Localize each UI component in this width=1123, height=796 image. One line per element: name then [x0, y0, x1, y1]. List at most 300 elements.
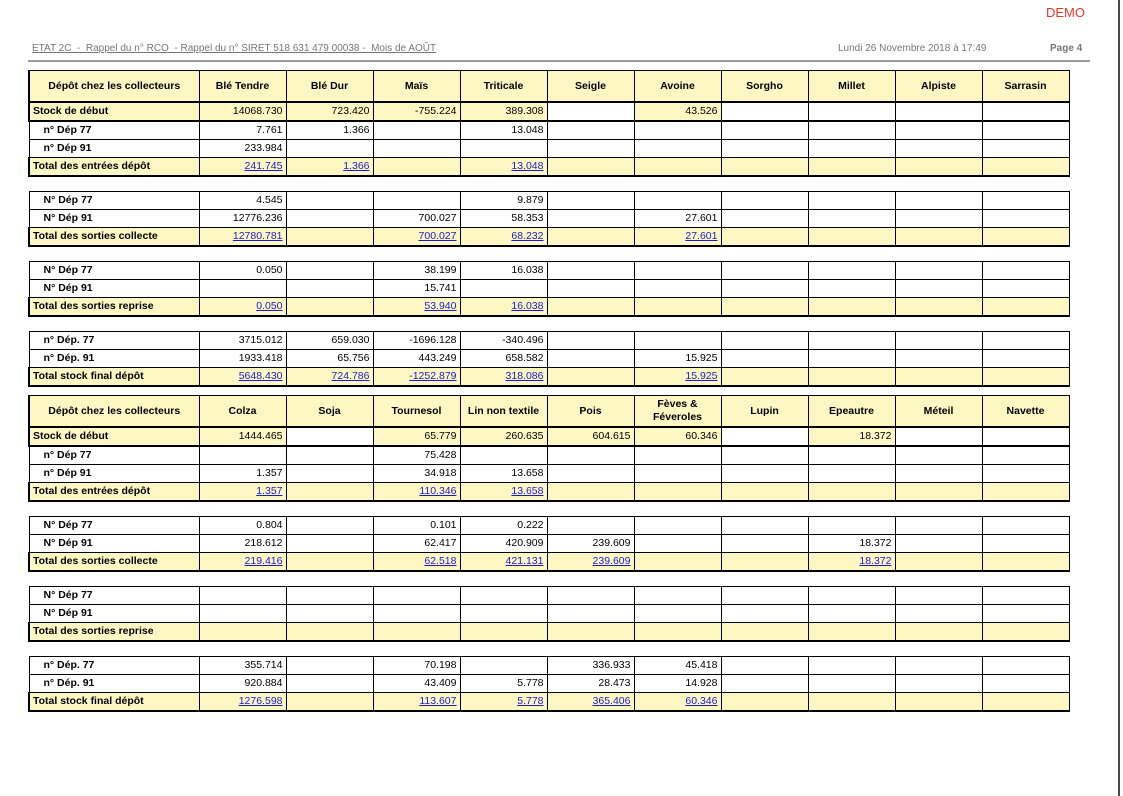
table-cell: 16.038	[460, 262, 547, 280]
table-cell	[808, 587, 895, 605]
total-row	[29, 368, 1069, 387]
table-cell	[808, 623, 895, 642]
table-cell	[286, 192, 373, 210]
column-header: Lin non textile	[460, 396, 547, 428]
table-cell: 355.714	[199, 657, 286, 675]
table-cell	[895, 605, 982, 623]
row-label: Total des sorties reprise	[29, 298, 199, 317]
table-cell	[982, 192, 1069, 210]
column-header: Tournesol	[373, 396, 460, 428]
table-cell: 18.372	[808, 535, 895, 553]
table-row	[29, 675, 1069, 693]
table-cell	[721, 192, 808, 210]
table-cell	[634, 280, 721, 298]
table-cell	[547, 192, 634, 210]
table-cell	[547, 332, 634, 350]
row-label: N° Dép 91	[29, 605, 199, 623]
table-cell: 1933.418	[199, 350, 286, 368]
total-link-cell[interactable]: 16.038	[460, 298, 547, 317]
oilseeds-table	[28, 395, 1070, 712]
table-cell: 15.741	[373, 280, 460, 298]
table-cell: 1.366	[286, 121, 373, 140]
total-link-cell[interactable]: 27.601	[634, 228, 721, 247]
table-cell: 65.779	[373, 427, 460, 446]
table-cell	[460, 605, 547, 623]
table-cell	[808, 517, 895, 535]
table-cell	[373, 605, 460, 623]
header-row	[29, 71, 1069, 103]
table-cell: 58.353	[460, 210, 547, 228]
table-cell: 65.756	[286, 350, 373, 368]
table-cell	[895, 332, 982, 350]
row-label: n° Dép. 91	[29, 675, 199, 693]
table-cell	[895, 158, 982, 177]
total-link-cell[interactable]: 0.050	[199, 298, 286, 317]
table-cell	[895, 121, 982, 140]
column-header: Soja	[286, 396, 373, 428]
column-header: Millet	[808, 71, 895, 103]
table-cell	[547, 140, 634, 158]
table-cell	[634, 517, 721, 535]
table-cell	[199, 280, 286, 298]
table-cell: 38.199	[373, 262, 460, 280]
table-cell	[286, 280, 373, 298]
table-cell	[982, 446, 1069, 465]
table-cell	[982, 280, 1069, 298]
total-link-cell[interactable]: 1.357	[199, 483, 286, 502]
table-cell	[808, 446, 895, 465]
table-cell	[721, 465, 808, 483]
table-cell: 0.101	[373, 517, 460, 535]
table-cell	[634, 535, 721, 553]
table-cell	[286, 623, 373, 642]
report-date: Lundi 26 Novembre 2018 à 17:49	[838, 43, 987, 54]
table-row	[29, 517, 1069, 535]
table-cell: 9.879	[460, 192, 547, 210]
table-cell: 34.918	[373, 465, 460, 483]
table-cell: 60.346	[634, 427, 721, 446]
table-cell: -755.224	[373, 102, 460, 121]
column-header: Epeautre	[808, 396, 895, 428]
table-cell	[721, 350, 808, 368]
table-row	[29, 210, 1069, 228]
total-link-cell[interactable]: 700.027	[373, 228, 460, 247]
total-link-cell[interactable]: 241.745	[199, 158, 286, 177]
table-cell	[895, 535, 982, 553]
total-link-cell[interactable]: 62.518	[373, 553, 460, 572]
table-cell	[721, 657, 808, 675]
table-row	[29, 140, 1069, 158]
table-cell: 233.984	[199, 140, 286, 158]
total-link-cell[interactable]: 53.940	[373, 298, 460, 317]
column-header: Lupin	[721, 396, 808, 428]
table-cell: 3715.012	[199, 332, 286, 350]
cereals-table	[28, 70, 1070, 387]
row-label: n° Dép. 77	[29, 332, 199, 350]
total-link-cell[interactable]: 365.406	[547, 693, 634, 712]
table-cell	[895, 102, 982, 121]
table-cell	[808, 210, 895, 228]
table-cell	[808, 140, 895, 158]
table-cell	[460, 280, 547, 298]
table-cell: 659.030	[286, 332, 373, 350]
table-cell	[460, 587, 547, 605]
table-cell	[547, 587, 634, 605]
column-header: Navette	[982, 396, 1069, 428]
table-row	[29, 446, 1069, 465]
table-cell	[895, 368, 982, 387]
total-link-cell[interactable]: 239.609	[547, 553, 634, 572]
window-right-edge	[1118, 0, 1120, 796]
table-cell	[982, 368, 1069, 387]
table-cell: -1696.128	[373, 332, 460, 350]
table-cell	[982, 623, 1069, 642]
table-cell	[286, 446, 373, 465]
table-cell	[634, 298, 721, 317]
table-row	[29, 262, 1069, 280]
column-header: Fèves & Féveroles	[634, 396, 721, 428]
table-cell	[373, 623, 460, 642]
table-cell	[982, 298, 1069, 317]
row-label: N° Dép 91	[29, 535, 199, 553]
table-cell	[895, 228, 982, 247]
table-cell: 62.417	[373, 535, 460, 553]
total-row	[29, 228, 1069, 247]
table-cell	[286, 262, 373, 280]
table-row	[29, 121, 1069, 140]
table-cell	[721, 102, 808, 121]
table-cell	[808, 350, 895, 368]
table-cell	[721, 368, 808, 387]
table-cell	[982, 553, 1069, 572]
total-link-cell[interactable]: 5648.430	[199, 368, 286, 387]
table-cell	[808, 693, 895, 712]
table-cell: 920.884	[199, 675, 286, 693]
table-cell	[982, 465, 1069, 483]
column-header: Avoine	[634, 71, 721, 103]
table-cell	[982, 587, 1069, 605]
row-label: Total des entrées dépôt	[29, 483, 199, 502]
table-cell	[895, 350, 982, 368]
row-label: n° Dép 91	[29, 465, 199, 483]
table-cell	[547, 121, 634, 140]
table-cell	[547, 483, 634, 502]
table-cell: 1444.465	[199, 427, 286, 446]
table-cell	[895, 465, 982, 483]
table-cell	[286, 140, 373, 158]
column-header: Sorgho	[721, 71, 808, 103]
table-cell	[634, 465, 721, 483]
table-cell: 658.582	[460, 350, 547, 368]
table-cell	[808, 465, 895, 483]
table-cell	[982, 102, 1069, 121]
column-header: Méteil	[895, 396, 982, 428]
table-cell: 7.761	[199, 121, 286, 140]
row-label: N° Dép 77	[29, 517, 199, 535]
table-cell	[721, 332, 808, 350]
column-header: Colza	[199, 396, 286, 428]
table-cell	[634, 446, 721, 465]
table-cell: 5.778	[460, 675, 547, 693]
table-cell: 604.615	[547, 427, 634, 446]
page-number: Page 4	[1050, 43, 1083, 54]
total-row	[29, 553, 1069, 572]
row-label: N° Dép 77	[29, 262, 199, 280]
column-header: Seigle	[547, 71, 634, 103]
table-cell	[286, 298, 373, 317]
table-cell	[373, 140, 460, 158]
table-row	[29, 535, 1069, 553]
table-cell	[808, 192, 895, 210]
table-cell: 0.050	[199, 262, 286, 280]
column-header-label: Dépôt chez les collecteurs	[29, 71, 199, 103]
table-cell: 14.928	[634, 675, 721, 693]
spacer-row	[29, 571, 1069, 587]
table-cell: 4.545	[199, 192, 286, 210]
table-cell	[982, 210, 1069, 228]
total-link-cell[interactable]: 60.346	[634, 693, 721, 712]
total-link-cell[interactable]: 12780.781	[199, 228, 286, 247]
table-cell	[286, 587, 373, 605]
table-cell	[547, 368, 634, 387]
table-cell	[547, 605, 634, 623]
table-cell	[286, 693, 373, 712]
demo-watermark: DEMO	[1046, 5, 1085, 20]
table-cell	[721, 605, 808, 623]
table-cell	[982, 535, 1069, 553]
table-cell	[547, 210, 634, 228]
table-cell	[895, 693, 982, 712]
table-cell	[547, 298, 634, 317]
table-cell	[808, 102, 895, 121]
row-label: N° Dép 91	[29, 280, 199, 298]
total-link-cell[interactable]: -1252.879	[373, 368, 460, 387]
table-cell	[286, 483, 373, 502]
total-row	[29, 693, 1069, 712]
table-cell	[721, 623, 808, 642]
total-link-cell[interactable]: 318.086	[460, 368, 547, 387]
table-cell: 336.933	[547, 657, 634, 675]
row-label: Total stock final dépôt	[29, 693, 199, 712]
total-link-cell[interactable]: 724.786	[286, 368, 373, 387]
total-link-cell[interactable]: 13.658	[460, 483, 547, 502]
table-cell	[808, 332, 895, 350]
table-cell	[982, 693, 1069, 712]
table-row	[29, 332, 1069, 350]
total-link-cell[interactable]: 5.778	[460, 693, 547, 712]
table-cell	[895, 657, 982, 675]
table-cell	[547, 517, 634, 535]
total-link-cell[interactable]: 13.048	[460, 158, 547, 177]
table-row	[29, 657, 1069, 675]
total-link-cell[interactable]: 110.346	[373, 483, 460, 502]
total-link-cell[interactable]: 68.232	[460, 228, 547, 247]
table-cell	[634, 623, 721, 642]
row-label: Total des sorties collecte	[29, 228, 199, 247]
table-cell	[721, 675, 808, 693]
table-row	[29, 350, 1069, 368]
table-cell	[895, 280, 982, 298]
table-cell	[895, 553, 982, 572]
table-cell	[547, 228, 634, 247]
table-cell	[982, 483, 1069, 502]
table-cell	[721, 693, 808, 712]
table-cell	[460, 657, 547, 675]
table-cell: 0.804	[199, 517, 286, 535]
table-cell	[808, 675, 895, 693]
table-cell	[808, 605, 895, 623]
table-cell	[286, 605, 373, 623]
table-cell	[721, 298, 808, 317]
table-cell	[808, 657, 895, 675]
table-cell	[721, 535, 808, 553]
total-link-cell[interactable]: 15.925	[634, 368, 721, 387]
table-cell	[547, 623, 634, 642]
table-cell: -340.496	[460, 332, 547, 350]
table-cell	[199, 446, 286, 465]
table-cell	[982, 228, 1069, 247]
table-cell	[547, 465, 634, 483]
table-cell	[547, 350, 634, 368]
table-cell: 12776.236	[199, 210, 286, 228]
table-cell	[460, 446, 547, 465]
table-cell	[373, 192, 460, 210]
table-cell: 260.635	[460, 427, 547, 446]
table-cell	[634, 483, 721, 502]
table-cell	[721, 517, 808, 535]
spacer-row	[29, 641, 1069, 657]
table-cell	[982, 140, 1069, 158]
table-cell	[199, 587, 286, 605]
table-cell	[895, 140, 982, 158]
column-header: Alpiste	[895, 71, 982, 103]
table-row	[29, 465, 1069, 483]
table-cell	[634, 192, 721, 210]
row-label: N° Dép 77	[29, 587, 199, 605]
table-cell	[286, 657, 373, 675]
table-cell	[286, 675, 373, 693]
table-cell	[199, 623, 286, 642]
table-cell	[982, 262, 1069, 280]
row-label: Total des entrées dépôt	[29, 158, 199, 177]
table-cell	[634, 332, 721, 350]
table-cell	[721, 280, 808, 298]
table-cell	[982, 350, 1069, 368]
row-label: Stock de début	[29, 427, 199, 446]
table-cell	[721, 446, 808, 465]
table-cell	[895, 446, 982, 465]
table-cell	[982, 332, 1069, 350]
total-link-cell[interactable]: 421.131	[460, 553, 547, 572]
table-cell: 28.473	[547, 675, 634, 693]
table-cell	[721, 553, 808, 572]
total-link-cell[interactable]: 113.607	[373, 693, 460, 712]
table-cell	[199, 605, 286, 623]
table-cell	[721, 228, 808, 247]
total-link-cell[interactable]: 1.366	[286, 158, 373, 177]
total-link-cell[interactable]: 219.416	[199, 553, 286, 572]
column-header: Maïs	[373, 71, 460, 103]
table-cell	[982, 517, 1069, 535]
opening-stock-row	[29, 102, 1069, 121]
table-cell: 443.249	[373, 350, 460, 368]
table-cell	[721, 210, 808, 228]
table-cell	[721, 158, 808, 177]
row-label: n° Dép 77	[29, 121, 199, 140]
table-cell	[721, 140, 808, 158]
table-cell	[808, 158, 895, 177]
row-label: n° Dép 91	[29, 140, 199, 158]
table-cell	[634, 553, 721, 572]
column-header: Pois	[547, 396, 634, 428]
table-cell	[547, 158, 634, 177]
total-row	[29, 158, 1069, 177]
table-cell: 1.357	[199, 465, 286, 483]
table-cell	[721, 121, 808, 140]
table-cell	[721, 483, 808, 502]
table-row	[29, 280, 1069, 298]
table-cell	[634, 140, 721, 158]
table-cell: 18.372	[808, 427, 895, 446]
table-cell	[895, 623, 982, 642]
row-label: Total des sorties reprise	[29, 623, 199, 642]
table-cell	[982, 427, 1069, 446]
table-cell	[286, 210, 373, 228]
table-cell	[547, 102, 634, 121]
column-header: Triticale	[460, 71, 547, 103]
report-title: ETAT 2C - Rappel du n° RCO - Rappel du n° SIRET 518 631 479 00038 - Mois de AOÛT	[32, 43, 437, 54]
table-cell	[982, 121, 1069, 140]
spacer-row	[29, 316, 1069, 332]
table-cell	[721, 262, 808, 280]
table-cell	[286, 427, 373, 446]
table-cell	[982, 675, 1069, 693]
table-cell	[895, 427, 982, 446]
opening-stock-row	[29, 427, 1069, 446]
table-cell	[634, 587, 721, 605]
table-cell	[895, 587, 982, 605]
table-cell	[808, 368, 895, 387]
table-cell	[982, 657, 1069, 675]
table-cell	[373, 587, 460, 605]
total-link-cell[interactable]: 18.372	[808, 553, 895, 572]
table-cell	[286, 517, 373, 535]
table-cell	[808, 121, 895, 140]
table-cell	[460, 140, 547, 158]
table-cell: 700.027	[373, 210, 460, 228]
table-cell	[895, 262, 982, 280]
table-cell: 218.612	[199, 535, 286, 553]
table-cell: 15.925	[634, 350, 721, 368]
table-cell	[547, 262, 634, 280]
total-link-cell[interactable]: 1276.598	[199, 693, 286, 712]
table-cell	[634, 605, 721, 623]
table-cell	[895, 210, 982, 228]
row-label: Total stock final dépôt	[29, 368, 199, 387]
table-cell	[808, 483, 895, 502]
table-cell: 14068.730	[199, 102, 286, 121]
table-cell: 27.601	[634, 210, 721, 228]
spacer-row	[29, 501, 1069, 517]
table-cell	[286, 535, 373, 553]
row-label: N° Dép 91	[29, 210, 199, 228]
table-cell	[895, 483, 982, 502]
table-cell	[895, 192, 982, 210]
row-label: Total des sorties collecte	[29, 553, 199, 572]
table-cell	[460, 623, 547, 642]
table-cell: 43.526	[634, 102, 721, 121]
total-row	[29, 623, 1069, 642]
